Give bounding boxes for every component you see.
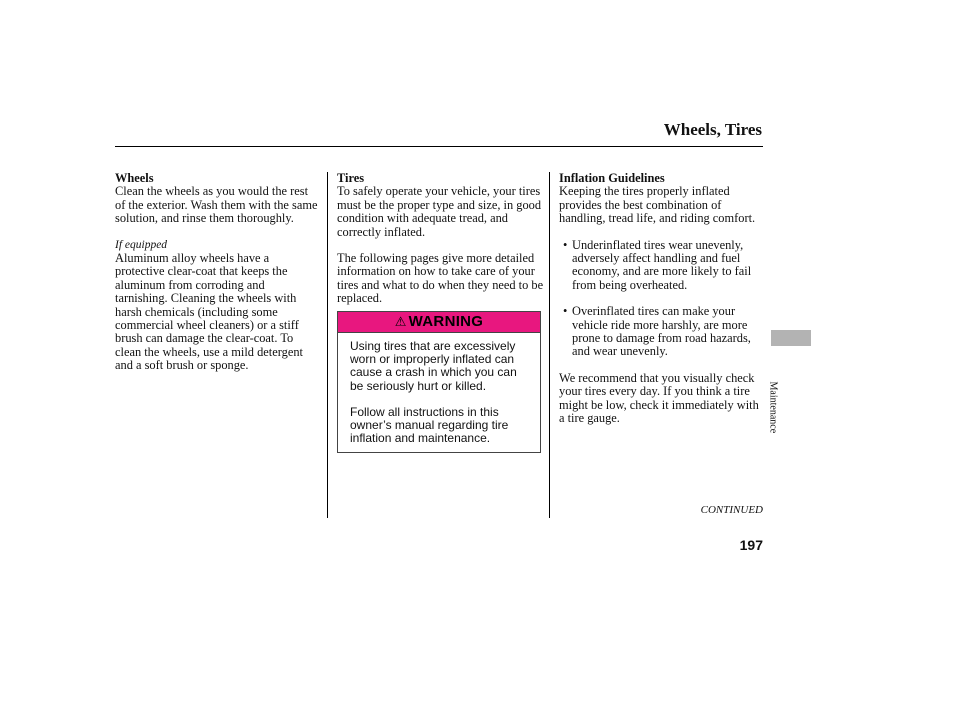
warning-triangle-icon: ⚠ [394,313,407,329]
if-equipped-note: If equipped [115,238,168,251]
section-side-label: Maintenance [767,381,779,434]
wheels-column [115,172,320,373]
wheels-heading: Wheels [115,171,154,185]
inflation-recommend: We recommend that you visually check your tires every day. If you think a tire might be low, check it immediately with a tire gauge. [559,370,759,426]
warning-box [337,311,541,453]
warning-header [338,312,540,333]
inflation-bullet-list [559,239,764,359]
page-number: 197 [739,537,763,553]
tires-column [337,172,545,453]
continued-label: CONTINUED [700,504,763,516]
inflation-heading: Inflation Guidelines [559,171,665,185]
tires-following-text: The following pages give more detailed information on how to take care of your tires and what to do when they need to be replaced. [337,251,544,306]
warning-label: WARNING [408,312,484,330]
tires-heading: Tires [337,171,365,185]
warning-text-2: Follow all instructions in this owner’s manual regarding tire inflation and maintenance. [350,404,509,446]
header-rule [115,146,763,147]
bullet-underinflated: • Underinflated tires wear unevenly, adversely affect handling and fuel economy, and are more likely to fail from being overheated. [559,239,764,293]
section-tab-marker [771,330,811,346]
warning-text-1: Using tires that are excessively worn or improperly inflated can cause a crash in which you can be seriously hurt or killed. [350,338,517,393]
bullet-overinflated: • Overinflated tires can make your vehicle ride more harshly, are more prone to damage from road hazards, and wear unevenly. [559,305,764,359]
tires-intro: To safely operate your vehicle, your tires must be the proper type and size, in good condition with adequate tread, and correctly inflated. [337,184,542,239]
inflation-column [559,172,764,426]
alloy-wheels-text: Aluminum alloy wheels have a protective clear-coat that keeps the aluminum from corroding and tarnishing. Cleaning the wheels with harsh chemicals (including some commercial wheel cleaners) or a stiff brush can damage the clear-coat. To clean the wheels, use a mild detergent and a soft brush or sponge. [115,251,303,373]
inflation-intro: Keeping the tires properly inflated provides the best combination of handling, tread life, and riding comfort. [559,184,756,226]
wheels-intro: Clean the wheels as you would the rest of the exterior. Wash them with the same solution, and rinse them thoroughly. [115,184,318,226]
warning-body [338,333,540,452]
column-divider-2 [549,172,550,518]
column-divider-1 [327,172,328,518]
page-title: Wheels, Tires [663,120,762,139]
